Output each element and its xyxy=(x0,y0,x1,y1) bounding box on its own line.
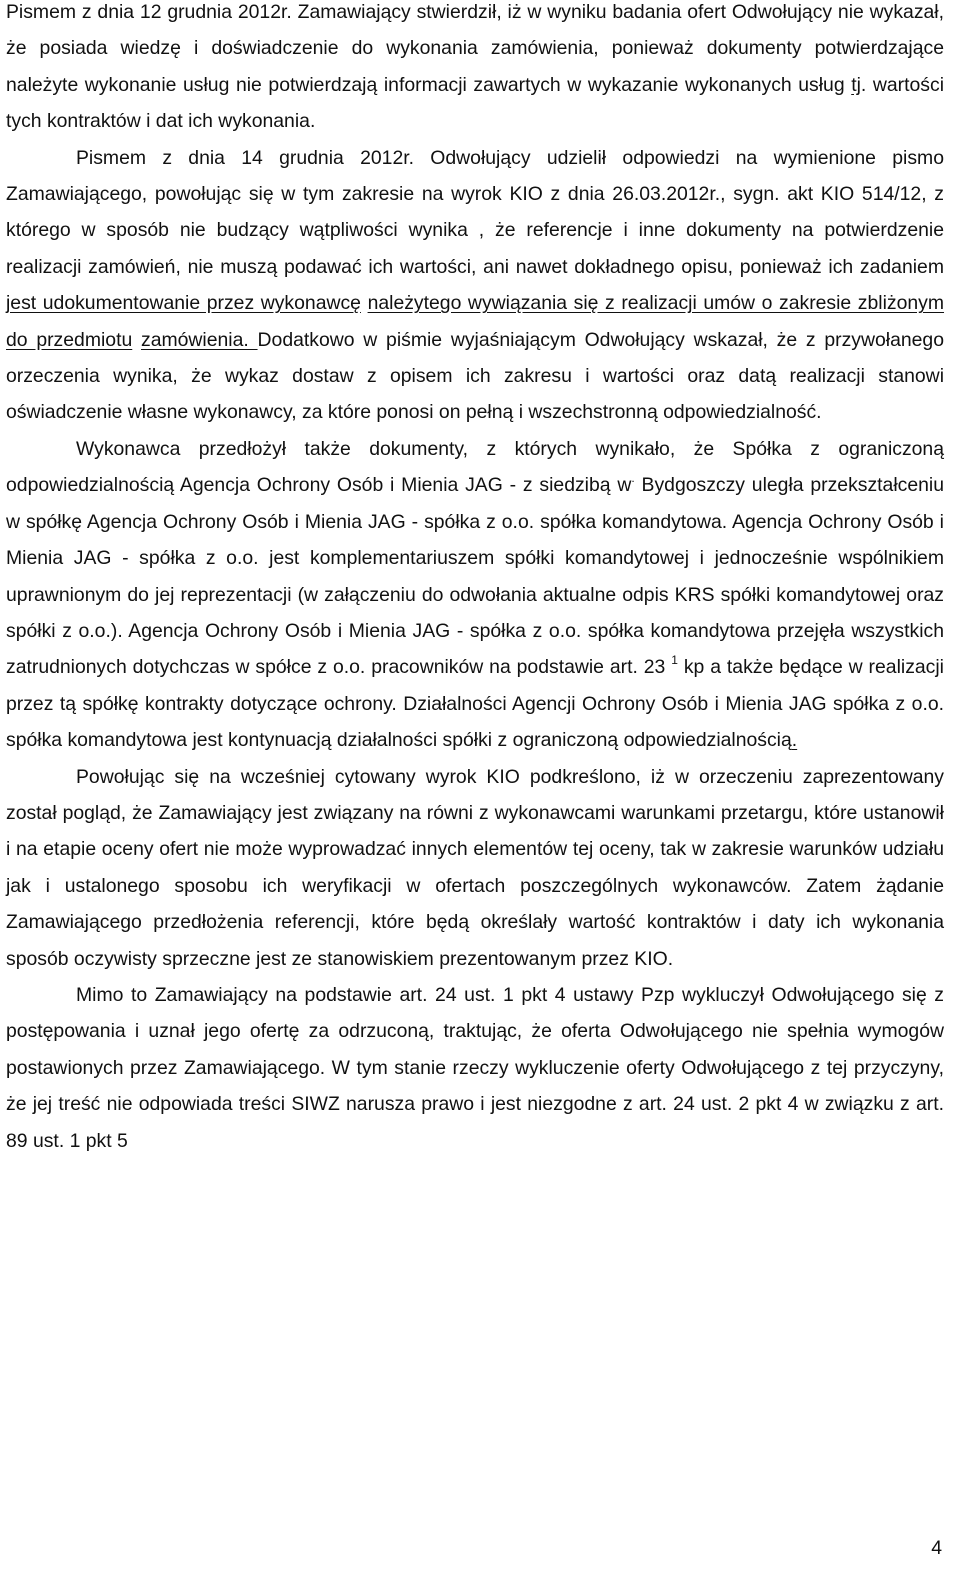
underlined-text: należytego wywiązania się z realizacji umów o zakresie zbliżonym do przedmiotu xyxy=(6,292,945,351)
text-span: Mimo to Zamawiający na podstawie art. 24 ust. 1 pkt 4 ustawy Pzp wykluczył Odwołującego się z postępowania i uznał jego ofertę za odrzuconą, traktując, że oferta Odwołującego nie spełnia wymogów postawionych przez Zamawiającego. W tym stanie rzeczy wykluczenie oferty Odwołującego z tej przyczyny, że jej treść nie odpowiada treści SIWZ narusza prawo i jest niezgodne z art. 24 ust. 2 pkt 4 w związku z art. 89 ust. 1 pkt 5 xyxy=(6,983,944,1152)
superscript-number: 1 xyxy=(671,653,678,668)
text-span: Powołując się na wcześniej cytowany wyrok KIO podkreślono, iż w orzeczeniu zaprezentowany został pogląd, że Zamawiający jest związany na równi z wykonawcami warunkami przetargu, które ustanowił i na etapie oceny ofert nie może wyprowadzać innych elementów tej oceny, tak w zakresie warunków udziału jak i ustalonego sposobu ich weryfikacji w ofertach poszczególnych wykonawców. Zatem żądanie Zamawiającego przedłożenia referencji, które będą określały wartość kontraktów i daty ich wykonania sposób oczywisty sprzeczne jest ze stanowiskiem prezentowanym przez KIO. xyxy=(6,765,944,970)
text-span: kp a także będące w realizacji przez tą spółkę kontrakty dotyczące ochrony. Działalności Agencji Ochrony Osób i Mienia JAG spółka z o.o. spółka komandytowa jest kontynuacją działalności spółki z ograniczoną odpowiedzialnością xyxy=(6,656,944,752)
document-body xyxy=(6,0,944,1159)
text-span: . wartości tych kontraktów i dat ich wykonania xyxy=(6,73,945,133)
text-span xyxy=(361,292,368,314)
underlined-text: zamówienia. xyxy=(141,328,258,351)
text-span: Bydgoszczy uległa przekształceniu w spółkę Agencja Ochrony Osób i Mienia JAG - spółka z o.o. spółka komandytowa. Agencja Ochrony Osób i Mienia JAG - spółka z o.o. jest komplementariuszem spółki komandytowej i jednocześnie wspólnikiem uprawnionym do jej reprezentacji (w załączeniu do odwołania aktualne odpis KRS spółki komandytowej oraz spółki z o.o.). Agencja Ochrony Osób i Mienia JAG - spółka z o.o. spółka komandytowa przejęła wszystkich zatrudnionych dotychczas w spółce z o.o. pracowników na podstawie art. 23 xyxy=(6,474,945,679)
text-span: Dodatkowo w piśmie wyjaśniającym Odwołujący wskazał, że z przywołanego orzeczenia wynika, że wykaz dostaw z opisem ich zakresu i wartości oraz datą realizacji stanowi oświadczenie własne wykonawcy, za które ponosi on pełną i wszechstronną odpowiedzialność. xyxy=(6,328,945,424)
text-span: Pismem z dnia 12 grudnia 2012r. Zamawiający stwierdził, iż w wyniku badania ofert Odwołujący nie wykazał, że posiada wiedzę i doświadczenie do wykonania zamówienia, ponieważ dokumenty potwierdzające należyte wykonanie usług nie potwierdzają informacji zawartych w wykazanie wykonanych usług xyxy=(6,1,944,96)
text-span: Pismem z dnia 14 grudnia 2012r. Odwołujący udzielił odpowiedzi na wymienione pismo Zamawiającego, powołując się w tym zakresie na wyrok KIO z dnia 26.03.2012r., sygn. akt KIO 514/12, z którego w sposób nie budzący wątpliwości wynika , że referencje i inne dokumenty na potwierdzenie realizacji zamówień, nie muszą podawać ich wartości, ani nawet dokładnego opisu, ponieważ ich zadaniem xyxy=(6,146,944,278)
page-number: 4 xyxy=(931,1537,942,1559)
text-span: . xyxy=(309,110,316,133)
text-span: Wykonawca przedłożył także dokumenty, z których wynikało, że Spółka z ograniczoną odpowiedzialnością Agencja Ochrony Osób i Mienia JAG - z siedzibą w xyxy=(6,437,944,497)
paragraph-1 xyxy=(6,0,944,140)
paragraph-3 xyxy=(6,431,944,759)
superscript-mark: . xyxy=(631,471,635,486)
text-span xyxy=(132,329,141,351)
paragraph-5 xyxy=(6,977,944,1159)
underlined-text: . xyxy=(791,729,798,752)
underlined-text: jest udokumentowanie przez wykonawcę xyxy=(6,292,361,315)
paragraph-2 xyxy=(6,140,944,431)
paragraph-4 xyxy=(6,759,944,977)
underlined-text: tj xyxy=(851,73,861,96)
